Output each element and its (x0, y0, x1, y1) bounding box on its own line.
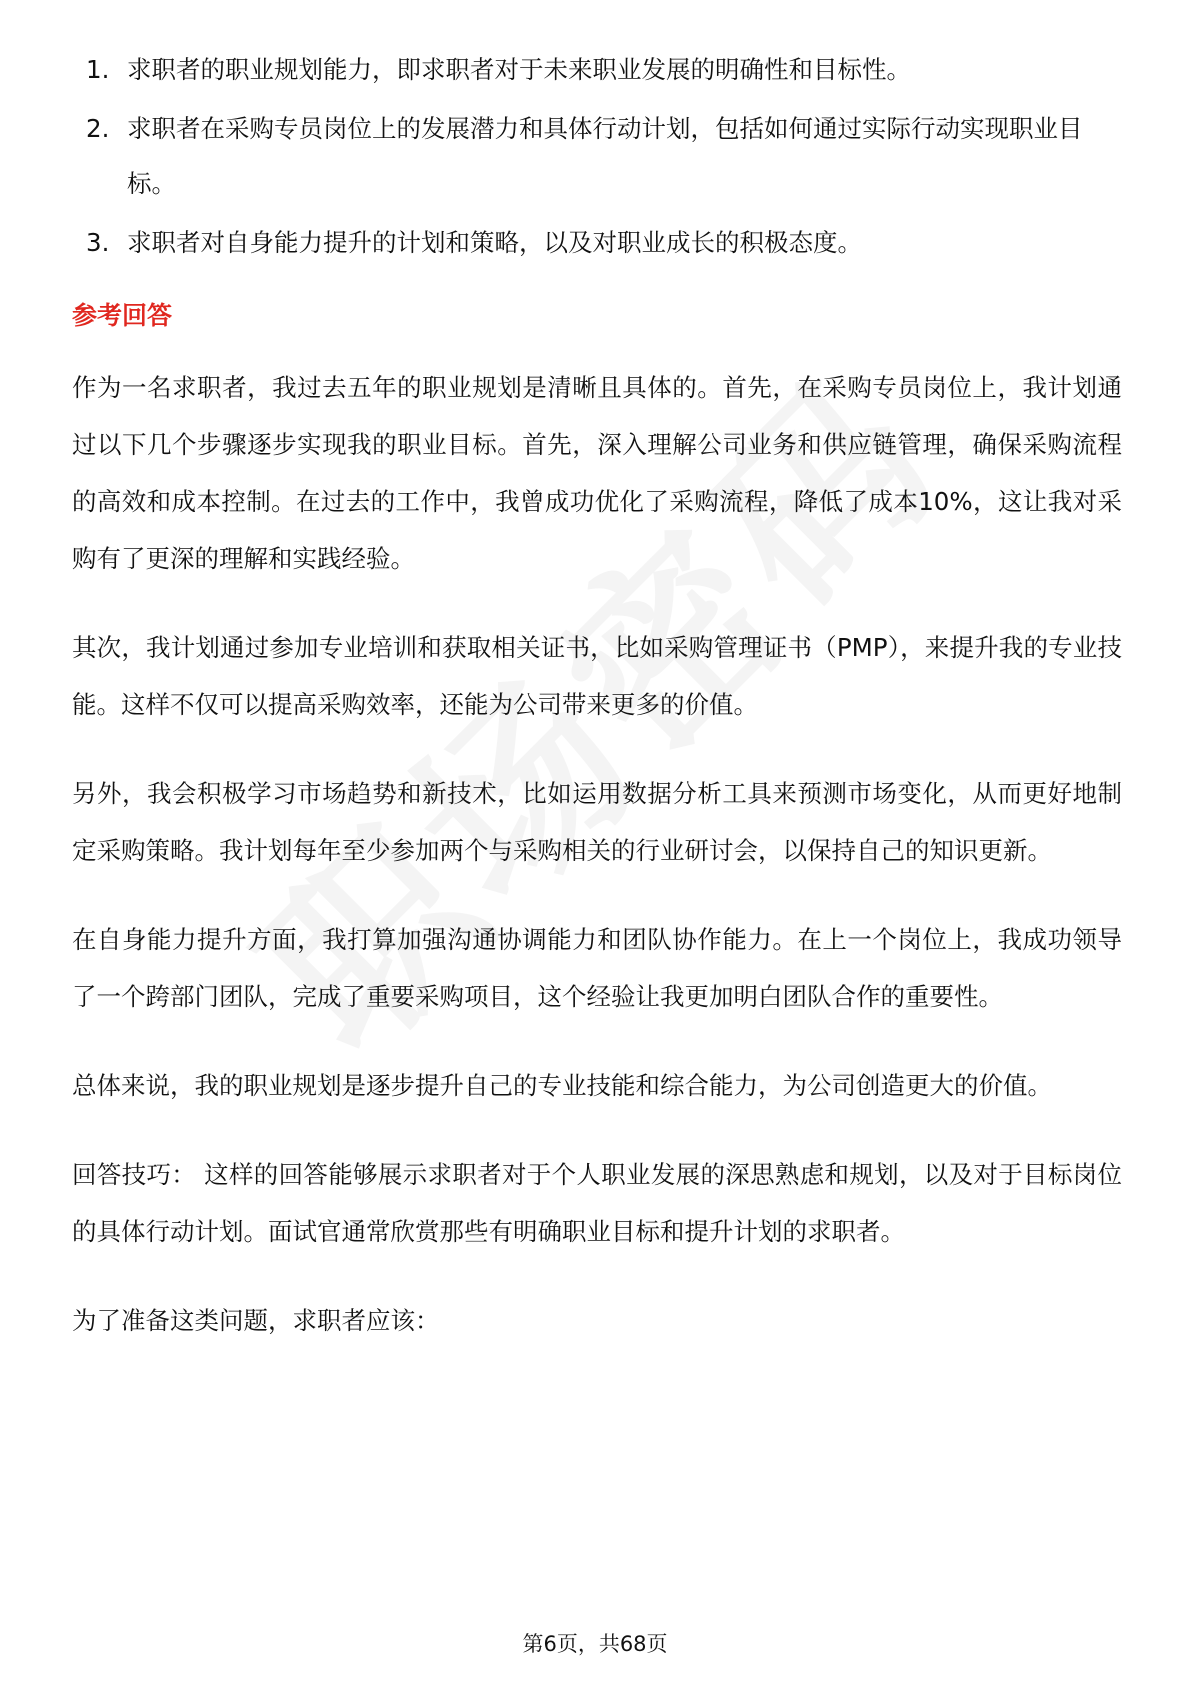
answer-paragraph: 总体来说，我的职业规划是逐步提升自己的专业技能和综合能力，为公司创造更大的价值。 (72, 1071, 1052, 1100)
list-item-number: 1. (86, 55, 110, 84)
list-item-text: 求职者对自身能力提升的计划和策略，以及对职业成长的积极态度。 (127, 228, 862, 257)
list-item-number: 3. (86, 228, 110, 257)
list-item (72, 215, 1122, 270)
section-title: 参考回答 (72, 301, 173, 330)
list-item-number: 2. (86, 114, 110, 143)
preparation-paragraph: 为了准备这类问题，求职者应该： (72, 1306, 440, 1335)
list-item (72, 42, 1122, 97)
tips-paragraph: 回答技巧： 这样的回答能够展示求职者对于个人职业发展的深思熟虑和规划，以及对于目标岗位的具体行动计划。面试官通常欣赏那些有明确职业目标和提升计划的求职者。 (72, 1160, 1122, 1246)
answer-paragraph: 其次，我计划通过参加专业培训和获取相关证书，比如采购管理证书（PMP），来提升我的专业技能。这样不仅可以提高采购效率，还能为公司带来更多的价值。 (72, 633, 1122, 719)
list-item-text: 求职者的职业规划能力，即求职者对于未来职业发展的明确性和目标性。 (127, 55, 911, 84)
answer-paragraph: 在自身能力提升方面，我打算加强沟通协调能力和团队协作能力。在上一个岗位上，我成功领导了一个跨部门团队，完成了重要采购项目，这个经验让我更加明白团队合作的重要性。 (72, 925, 1122, 1011)
page-number-footer: 第6页，共68页 (522, 1632, 668, 1656)
list-item (72, 101, 1122, 211)
answer-paragraph: 作为一名求职者，我过去五年的职业规划是清晰且具体的。首先，在采购专员岗位上，我计划通过以下几个步骤逐步实现我的职业目标。首先，深入理解公司业务和供应链管理，确保采购流程的高效和成本控制。在过去的工作中，我曾成功优化了采购流程，降低了成本10%，这让我对采购有了更深的理解和实践经验。 (72, 373, 1122, 573)
page-content (72, 42, 1122, 1381)
criteria-list (72, 42, 1122, 270)
answer-paragraph: 另外，我会积极学习市场趋势和新技术，比如运用数据分析工具来预测市场变化，从而更好地制定采购策略。我计划每年至少参加两个与采购相关的行业研讨会，以保持自己的知识更新。 (72, 779, 1122, 865)
list-item-text: 求职者在采购专员岗位上的发展潜力和具体行动计划，包括如何通过实际行动实现职业目标。 (127, 114, 1083, 198)
